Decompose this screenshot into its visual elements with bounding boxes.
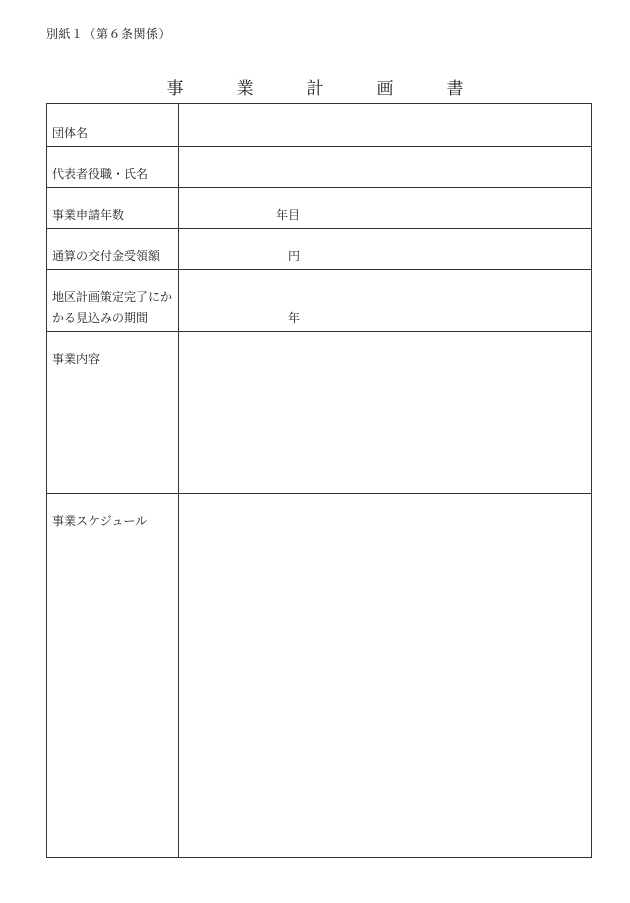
completion-period-field[interactable] — [179, 270, 592, 332]
form-row-total-grant — [47, 229, 592, 270]
business-content-field[interactable] — [179, 332, 592, 494]
business-schedule-field[interactable] — [179, 494, 592, 858]
application-years-field[interactable] — [179, 188, 592, 229]
form-row-organization — [47, 104, 592, 147]
application-years-label: 事業申請年数 — [47, 188, 179, 229]
yen-unit: 円 — [288, 249, 301, 263]
total-grant-field[interactable] — [179, 229, 592, 270]
completion-period-label — [47, 270, 179, 332]
total-grant-label: 通算の交付金受領額 — [47, 229, 179, 270]
business-schedule-label: 事業スケジュール — [47, 494, 179, 858]
organization-name-label: 団体名 — [47, 104, 179, 147]
form-row-representative — [47, 147, 592, 188]
business-plan-form — [46, 103, 592, 858]
organization-name-field[interactable] — [179, 104, 592, 147]
form-row-business-schedule — [47, 494, 592, 858]
form-row-application-years — [47, 188, 592, 229]
form-row-business-content — [47, 332, 592, 494]
appendix-label: 別紙１（第６条関係） — [46, 27, 172, 41]
representative-label: 代表者役職・氏名 — [47, 147, 179, 188]
representative-field[interactable] — [179, 147, 592, 188]
years-unit: 年目 — [276, 208, 301, 222]
year-unit: 年 — [288, 311, 301, 325]
business-content-label: 事業内容 — [47, 332, 179, 494]
completion-period-label-line1: 地区計画策定完了にか — [52, 290, 173, 304]
form-row-completion-period — [47, 270, 592, 332]
document-title: 事 業 計 画 書 — [166, 79, 482, 99]
completion-period-label-line2: かる見込みの期間 — [52, 311, 149, 325]
